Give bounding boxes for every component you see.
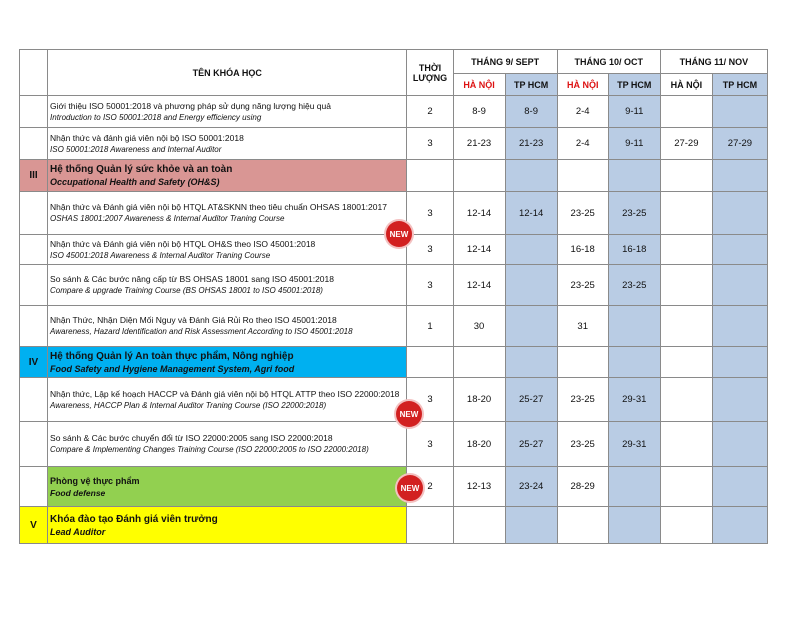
date-cell: 18-20 — [453, 378, 505, 422]
date-cell — [712, 422, 767, 467]
duration-value: 3 — [407, 192, 453, 235]
date-cell: 23-25 — [608, 192, 660, 235]
course-name-cell — [48, 265, 407, 306]
header-hanoi: HÀ NỘI — [660, 74, 712, 96]
course-name-vi: So sánh & Các bước chuyển đổi từ ISO 22000:2005 sang ISO 22000:2018 — [50, 433, 333, 443]
date-cell — [660, 378, 712, 422]
course-schedule-table — [19, 49, 768, 544]
course-name-cell — [48, 192, 407, 235]
duration-value: 2 — [407, 96, 453, 128]
section-title-en: Occupational Health and Safety (OH&S) — [50, 177, 220, 187]
course-name-cell — [48, 306, 407, 347]
header-hcm: TP HCM — [505, 74, 557, 96]
course-name-vi: Giới thiệu ISO 50001:2018 và phương pháp sử dụng năng lượng hiệu quả — [50, 100, 331, 111]
section-row-ohs — [20, 160, 768, 192]
date-cell: 2-4 — [557, 96, 608, 128]
duration-value: 3 — [407, 128, 453, 160]
header-index-cell — [20, 50, 48, 96]
date-cell: 27-29 — [660, 128, 712, 160]
duration-value: 1 — [407, 306, 453, 347]
date-cell — [608, 306, 660, 347]
date-cell: 9-11 — [608, 128, 660, 160]
date-cell — [660, 96, 712, 128]
header-hanoi: HÀ NỘI — [557, 74, 608, 96]
header-month-oct: THÁNG 10/ OCT — [557, 50, 660, 74]
new-badge: NEW — [397, 475, 423, 501]
course-name-cell — [48, 96, 407, 128]
date-cell: 12-14 — [453, 192, 505, 235]
date-cell — [712, 96, 767, 128]
header-hcm: TP HCM — [608, 74, 660, 96]
course-name-cell — [48, 235, 407, 265]
course-name-vi: So sánh & Các bước nâng cấp từ BS OHSAS 18001 sang ISO 45001:2018 — [50, 274, 334, 284]
header-month-nov: THÁNG 11/ NOV — [660, 50, 767, 74]
section-row-lead-auditor — [20, 507, 768, 544]
date-cell: 23-25 — [608, 265, 660, 306]
date-cell: 30 — [453, 306, 505, 347]
date-cell: 21-23 — [453, 128, 505, 160]
course-name-en: OSHAS 18001:2007 Awareness & Internal Auditor Traning Course — [50, 214, 285, 223]
header-hanoi: HÀ NỘI — [453, 74, 505, 96]
section-title-cell — [48, 347, 407, 378]
date-cell: 23-25 — [557, 265, 608, 306]
section-number: V — [20, 507, 48, 544]
course-name-vi: Phòng vệ thực phẩm — [50, 475, 140, 486]
course-name-en: ISO 50001:2018 Awareness and Internal Auditor — [50, 144, 222, 154]
date-cell: 29-31 — [608, 422, 660, 467]
date-cell — [660, 192, 712, 235]
date-cell: 29-31 — [608, 378, 660, 422]
date-cell — [660, 235, 712, 265]
section-title-en: Lead Auditor — [50, 526, 106, 537]
date-cell — [660, 467, 712, 507]
date-cell: 8-9 — [453, 96, 505, 128]
course-name-en: Compare & upgrade Training Course (BS OHSAS 18001 to ISO 45001:2018) — [50, 286, 323, 295]
date-cell: 12-14 — [453, 265, 505, 306]
table-row — [20, 265, 768, 306]
header-duration: THỜI LƯỢNG — [407, 50, 453, 96]
course-name-vi: Nhận thức, Lập kế hoạch HACCP và Đánh giá viên nội bộ HTQL ATTP theo ISO 22000:2018 — [50, 388, 400, 399]
course-name-en: Compare & Implementing Changes Training Course (ISO 22000:2005 to ISO 22000:2018) — [50, 445, 369, 454]
course-name-cell — [48, 378, 407, 422]
course-name-en: Introduction to ISO 50001:2018 and Energy efficiency using — [50, 112, 262, 122]
section-title-vi: Hệ thống Quản lý sức khỏe và an toàn — [50, 164, 233, 175]
header-month-sept: THÁNG 9/ SEPT — [453, 50, 557, 74]
date-cell — [712, 467, 767, 507]
duration-value: 3 — [407, 378, 453, 422]
table-row — [20, 96, 768, 128]
date-cell — [608, 467, 660, 507]
table-row — [20, 378, 768, 422]
date-cell — [712, 192, 767, 235]
course-name-cell — [48, 467, 407, 507]
course-name-en: Awareness, HACCP Plan & Internal Auditor Traning Course (ISO 22000:2018) — [50, 400, 327, 410]
section-title-cell — [48, 507, 407, 544]
table-row — [20, 306, 768, 347]
course-name-en: Awareness, Hazard Identification and Risk Assessment According to ISO 45001:2018 — [50, 327, 353, 336]
table-row — [20, 467, 768, 507]
duration-value: 2 — [407, 467, 453, 507]
date-cell: 28-29 — [557, 467, 608, 507]
date-cell: 2-4 — [557, 128, 608, 160]
date-cell — [505, 235, 557, 265]
date-cell: 16-18 — [608, 235, 660, 265]
new-badge: NEW — [386, 221, 412, 247]
date-cell: 31 — [557, 306, 608, 347]
date-cell — [505, 265, 557, 306]
section-title-cell — [48, 160, 407, 192]
section-title-vi: Hệ thống Quản lý An toàn thực phẩm, Nông nghiệp — [50, 350, 294, 362]
date-cell — [505, 306, 557, 347]
course-name-vi: Nhận thức và Đánh giá viên nội bộ HTQL AT&SKNN theo tiêu chuẩn OHSAS 18001:2017 — [50, 202, 387, 212]
course-name-en: Food defense — [50, 487, 106, 498]
section-row-food-safety — [20, 347, 768, 378]
date-cell: 23-25 — [557, 378, 608, 422]
duration-value: 3 — [407, 265, 453, 306]
date-cell — [660, 422, 712, 467]
section-title-vi: Khóa đào tạo Đánh giá viên trưởng — [50, 513, 218, 525]
date-cell — [712, 378, 767, 422]
date-cell — [660, 265, 712, 306]
table-row — [20, 128, 768, 160]
duration-value: 3 — [407, 235, 453, 265]
table-row — [20, 422, 768, 467]
date-cell — [712, 235, 767, 265]
course-name-vi: Nhận Thức, Nhận Diện Mối Nguy và Đánh Giá Rủi Ro theo ISO 45001:2018 — [50, 315, 337, 325]
date-cell — [660, 306, 712, 347]
date-cell: 12-14 — [505, 192, 557, 235]
course-name-vi: Nhận thức và đánh giá viên nội bộ ISO 50001:2018 — [50, 132, 244, 143]
course-name-en: ISO 45001:2018 Awareness & Internal Auditor Traning Course — [50, 250, 271, 260]
date-cell — [712, 265, 767, 306]
date-cell: 23-25 — [557, 422, 608, 467]
date-cell: 23-24 — [505, 467, 557, 507]
duration-value: 3 — [407, 422, 453, 467]
header-course-name: TÊN KHÓA HỌC — [48, 50, 407, 96]
date-cell: 16-18 — [557, 235, 608, 265]
date-cell: 27-29 — [712, 128, 767, 160]
date-cell: 21-23 — [505, 128, 557, 160]
course-name-vi: Nhận thức và Đánh giá viên nội bộ HTQL OH&S theo ISO 45001:2018 — [50, 238, 316, 249]
date-cell: 9-11 — [608, 96, 660, 128]
date-cell: 12-14 — [453, 235, 505, 265]
date-cell: 25-27 — [505, 422, 557, 467]
section-title-en: Food Safety and Hygiene Management System, Agri food — [50, 363, 295, 374]
date-cell: 25-27 — [505, 378, 557, 422]
date-cell: 8-9 — [505, 96, 557, 128]
section-number: III — [20, 160, 48, 192]
date-cell — [712, 306, 767, 347]
date-cell: 18-20 — [453, 422, 505, 467]
date-cell: 23-25 — [557, 192, 608, 235]
course-name-cell — [48, 422, 407, 467]
course-name-cell — [48, 128, 407, 160]
header-hcm: TP HCM — [712, 74, 767, 96]
new-badge: NEW — [396, 401, 422, 427]
date-cell: 12-13 — [453, 467, 505, 507]
section-number: IV — [20, 347, 48, 378]
